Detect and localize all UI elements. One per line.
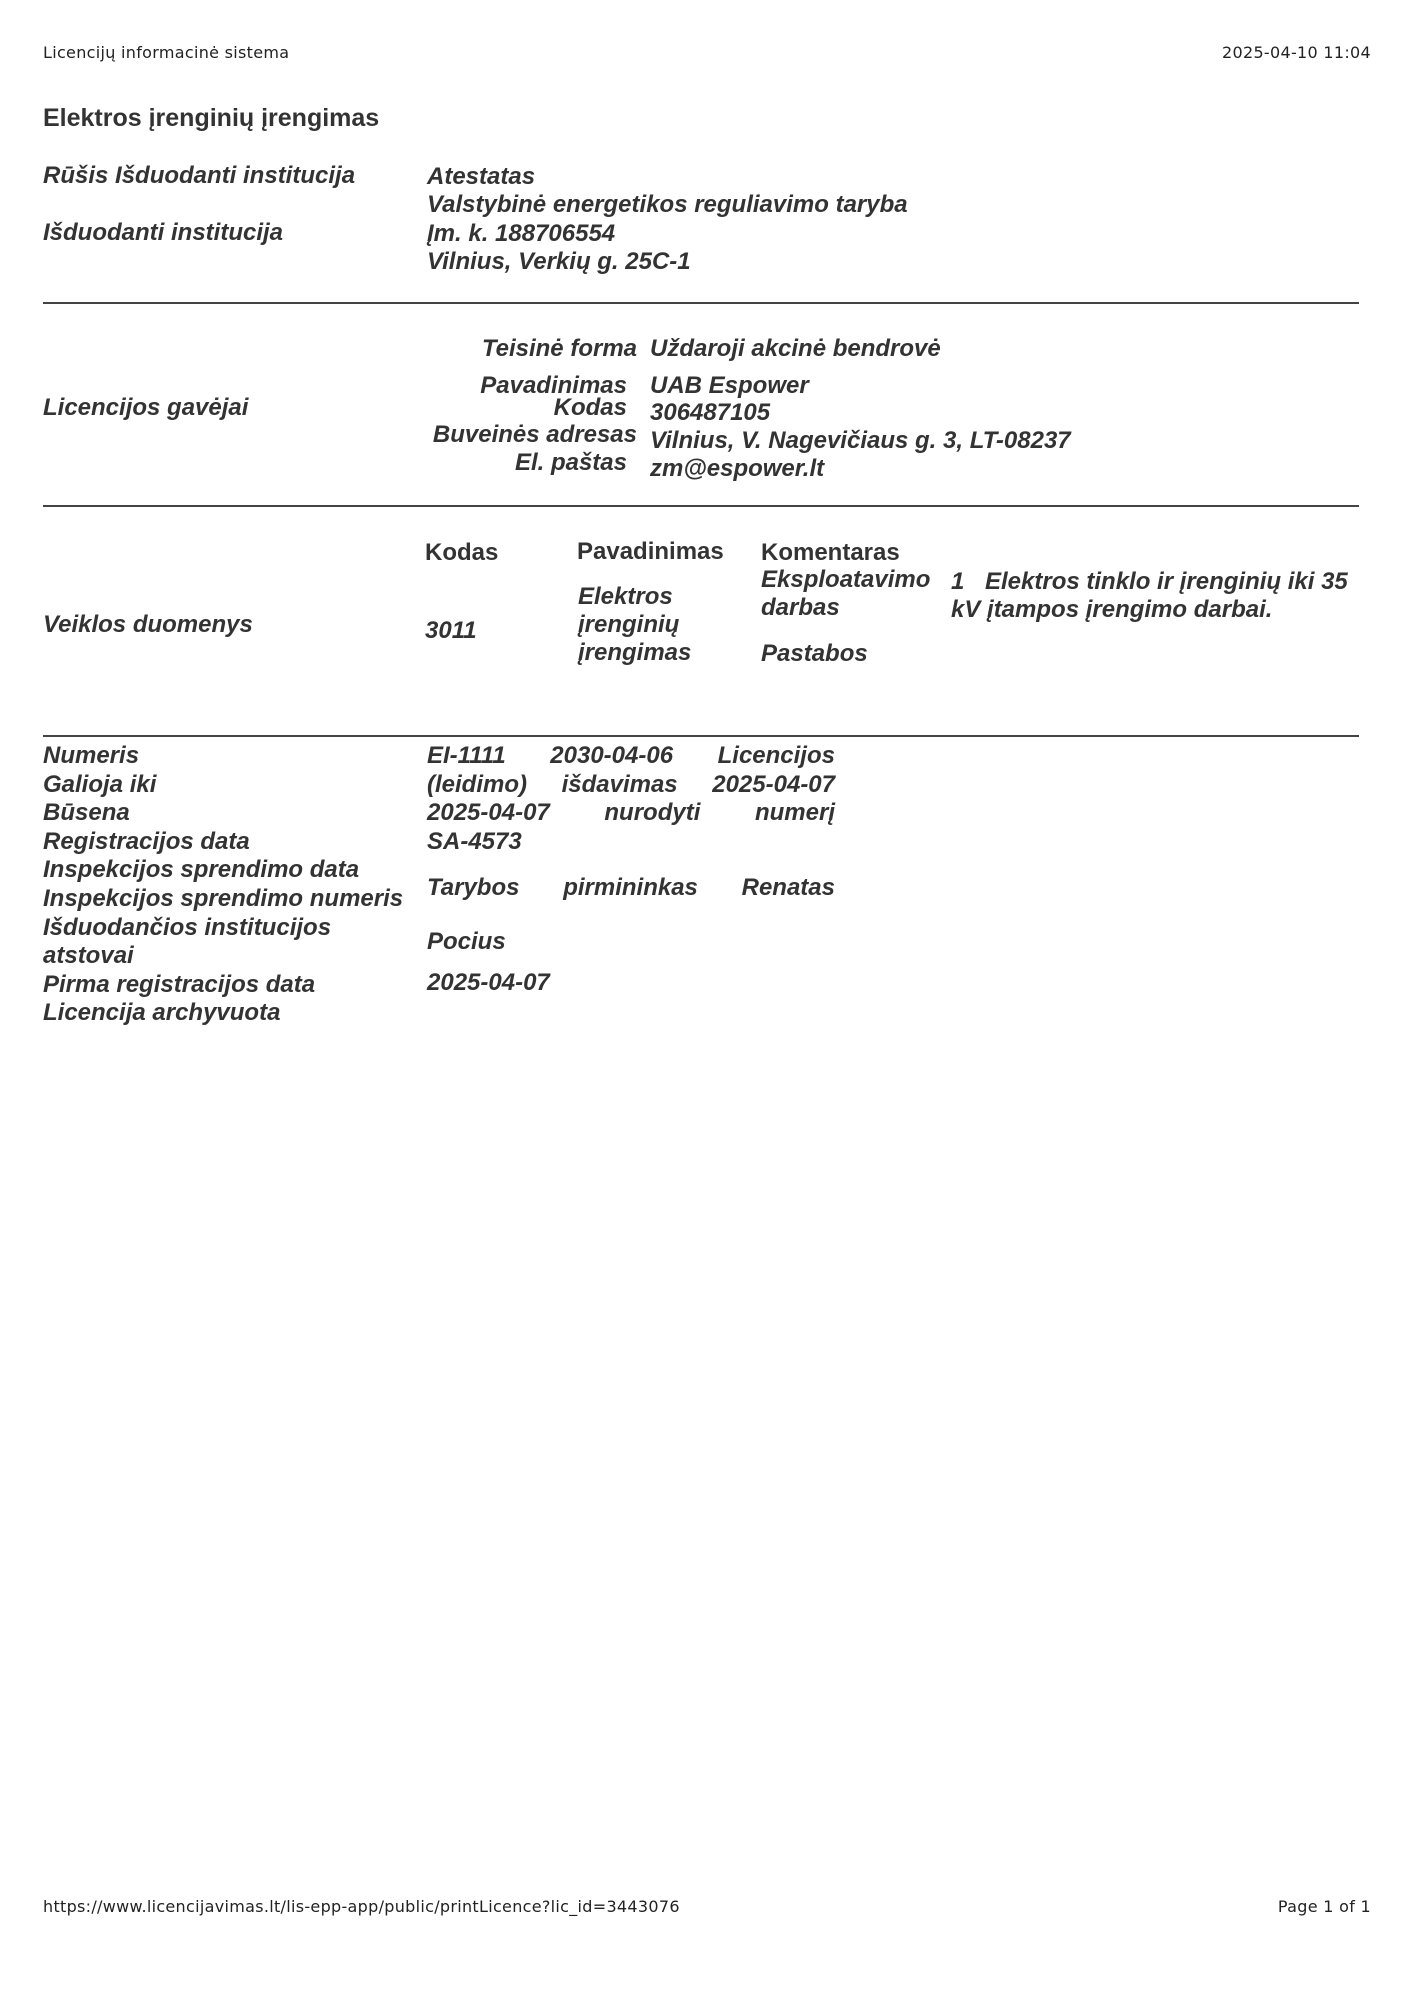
- activity-name-line: įrengimas: [578, 639, 692, 666]
- holder-email-value: zm@espower.lt: [650, 455, 825, 482]
- label-inspection-decision-number: Inspekcijos sprendimo numeris: [43, 884, 404, 912]
- activity-name-line: Elektros: [578, 583, 673, 610]
- notes-label: Pastabos: [761, 640, 868, 667]
- value-word: 2025-04-07: [427, 799, 550, 827]
- holder-address-label: Buveinės adresas: [432, 421, 637, 448]
- holder-address-value: Vilnius, V. Nagevičiaus g. 3, LT-08237: [650, 427, 1071, 454]
- label-valid-until: Galioja iki: [43, 770, 157, 798]
- value-word: pirmininkas: [563, 874, 698, 902]
- first-registration-date: 2025-04-07: [427, 968, 550, 996]
- activity-name: [578, 583, 691, 667]
- value-row: [427, 828, 835, 857]
- details-values: [427, 742, 835, 997]
- issuer-name: Valstybinė energetikos reguliavimo taryba: [427, 191, 908, 218]
- system-name: Licencijų informacinė sistema: [43, 43, 290, 62]
- value-word: 2025-04-07: [712, 770, 835, 798]
- holder-code-value: 306487105: [650, 399, 771, 426]
- label-rusis-issuer: Rūšis Išduodanti institucija: [43, 162, 356, 189]
- document-title: Elektros įrenginių įrengimas: [43, 104, 380, 132]
- work-description: [951, 568, 1348, 624]
- issuer-code: Įm. k. 188706554: [427, 220, 616, 247]
- section-divider: [43, 302, 1359, 304]
- holder-name-value: UAB Espower: [650, 372, 809, 399]
- label-archived: Licencija archyvuota: [43, 999, 281, 1027]
- decision-number: SA-4573: [427, 827, 522, 855]
- value-row: [427, 799, 835, 828]
- details-labels: [43, 742, 403, 1028]
- label-first-registration-date: Pirma registracijos data: [43, 970, 316, 998]
- holder-name-label: Pavadinimas: [480, 372, 627, 399]
- work-number: 1: [951, 568, 965, 595]
- work-type-label: [761, 566, 930, 622]
- value-word: numerį: [754, 799, 835, 827]
- label-registration-date: Registracijos data: [43, 827, 250, 855]
- activity-code: 3011: [425, 617, 477, 644]
- print-datetime: 2025-04-10 11:04: [1222, 43, 1371, 62]
- value-word: išdavimas: [561, 770, 678, 798]
- col-header-comment: Komentaras: [761, 539, 900, 566]
- value-row: [427, 928, 835, 957]
- label-activity: Veiklos duomenys: [43, 611, 253, 638]
- holder-legal-form-value: Uždaroji akcinė bendrovė: [650, 335, 941, 362]
- value-word: Licencijos: [717, 742, 835, 769]
- col-header-code: Kodas: [425, 539, 499, 566]
- issuer-address: Vilnius, Verkių g. 25C-1: [427, 248, 691, 275]
- label-issuer-representatives: Išduodančios institucijos: [43, 913, 332, 941]
- section-divider: [43, 735, 1359, 737]
- footer-page-number: Page 1 of 1: [1277, 1897, 1371, 1916]
- activity-name-line: įrenginių: [578, 611, 680, 638]
- footer-url: https://www.licencijavimas.lt/lis-epp-app/public/printLicence?lic_id=3443076: [43, 1897, 680, 1916]
- work-description-line: kV įtampos įrengimo darbai.: [951, 596, 1273, 623]
- col-header-name: Pavadinimas: [577, 538, 724, 565]
- work-type-line: darbas: [761, 594, 840, 621]
- value-row: [427, 742, 835, 771]
- holder-legal-form-label: Teisinė forma: [481, 335, 637, 362]
- label-issuer-representatives-cont: atstovai: [43, 942, 134, 970]
- section-divider: [43, 505, 1359, 507]
- value-row: [427, 969, 835, 998]
- label-inspection-decision-date: Inspekcijos sprendimo data: [43, 856, 360, 884]
- value-word: Tarybos: [427, 874, 520, 902]
- value-word: 2030-04-06: [550, 742, 674, 769]
- value-row: [427, 771, 835, 800]
- label-issuer: Išduodanti institucija: [43, 219, 284, 246]
- value-word: Renatas: [741, 874, 835, 902]
- work-description-line: Elektros tinklo ir įrenginių iki 35: [985, 568, 1348, 595]
- license-type-value: Atestatas: [427, 163, 536, 190]
- holder-code-label: Kodas: [553, 394, 627, 421]
- license-number: EI-1111: [427, 742, 506, 769]
- work-type-line: Eksploatavimo: [761, 566, 931, 593]
- value-word: nurodyti: [604, 799, 701, 827]
- label-status: Būsena: [43, 799, 130, 827]
- label-holders: Licencijos gavėjai: [43, 394, 249, 421]
- value-row: [427, 874, 835, 903]
- label-number: Numeris: [43, 742, 140, 769]
- holder-email-label: El. paštas: [514, 449, 627, 476]
- representative-surname: Pocius: [427, 927, 506, 955]
- value-word: (leidimo): [427, 770, 527, 798]
